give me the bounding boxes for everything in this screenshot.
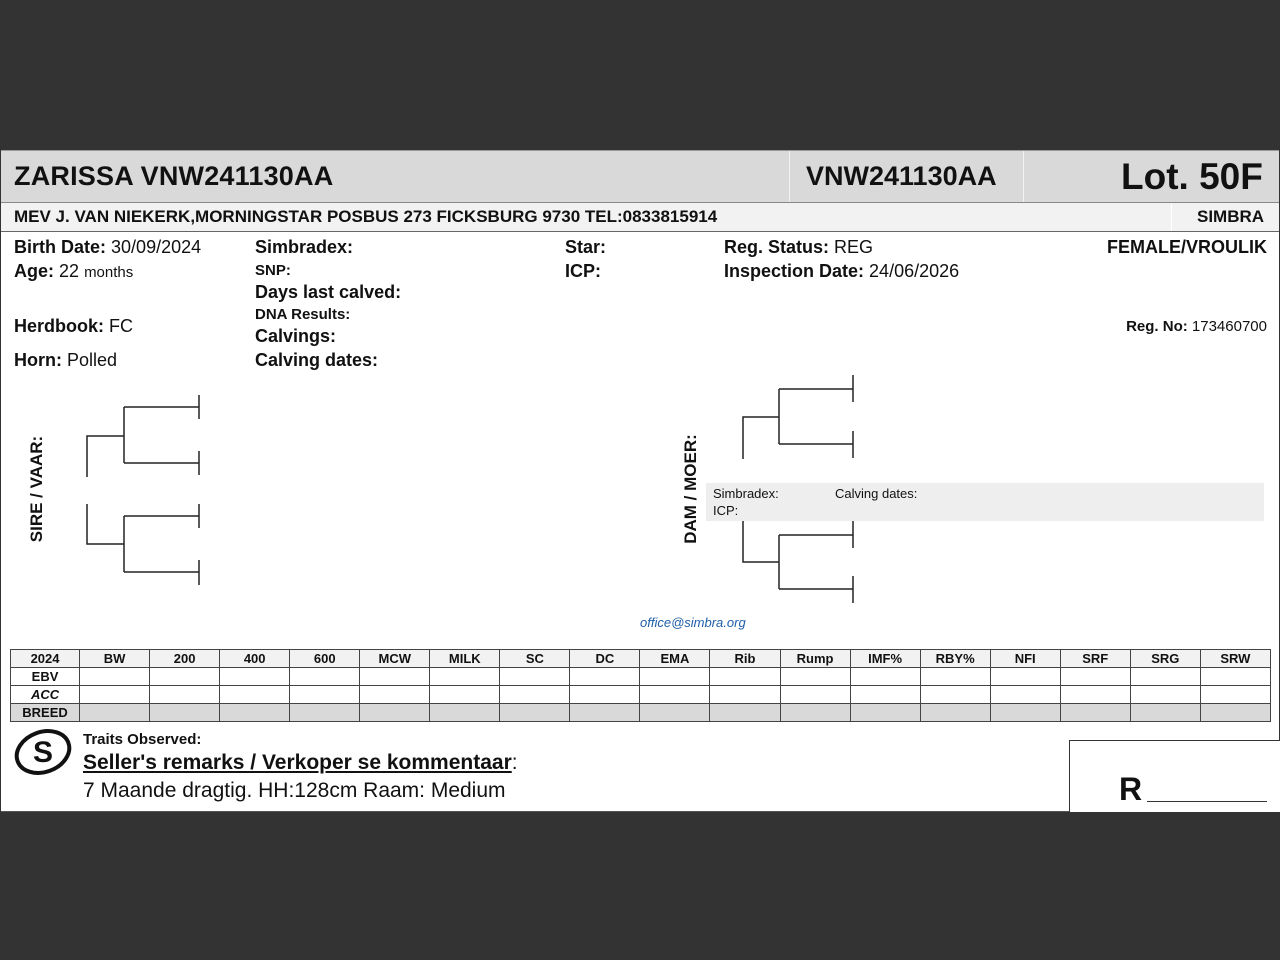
age <box>14 261 133 282</box>
ebv-row-label: EBV <box>11 668 80 686</box>
ebv-col-header: MCW <box>360 650 430 668</box>
ebv-col-header: EMA <box>640 650 710 668</box>
reg-no <box>1126 318 1267 335</box>
seller-remarks-colon: : <box>511 751 518 774</box>
ebv-row <box>11 668 1271 686</box>
svg-text:S: S <box>32 736 54 769</box>
inspection-date <box>724 261 959 282</box>
sex: FEMALE/VROULIK <box>1107 237 1267 257</box>
acc-row <box>11 686 1271 704</box>
ebv-col-header: MILK <box>430 650 500 668</box>
ebv-col-header: IMF% <box>850 650 920 668</box>
calving-dates-label: Calving dates: <box>255 350 379 370</box>
owner-line: MEV J. VAN NIEKERK,MORNINGSTAR POSBUS 273 FICKSBURG 9730 TEL:0833815914 <box>14 207 718 226</box>
ebv-col-header: 600 <box>290 650 360 668</box>
dam-label: DAM / MOER: <box>681 434 700 544</box>
herdbook <box>14 316 133 337</box>
herdbook-value: FC <box>109 316 134 336</box>
animal-code: VNW241130AA <box>806 161 997 191</box>
inspection-date-label: Inspection Date: <box>724 261 865 281</box>
breed-row <box>11 704 1271 722</box>
ebv-col-header: NFI <box>990 650 1060 668</box>
horn-label: Horn: <box>14 350 62 370</box>
ebv-col-header: SRF <box>1060 650 1130 668</box>
price-currency: R <box>1119 771 1143 807</box>
simbra-logo-icon <box>13 727 73 777</box>
ebv-col-header: 400 <box>220 650 290 668</box>
traits-observed-label: Traits Observed: <box>83 731 202 748</box>
age-value: 22 <box>59 261 80 281</box>
ebv-col-header: DC <box>570 650 640 668</box>
ebv-col-header: Rump <box>780 650 850 668</box>
reg-status-value: REG <box>834 237 874 257</box>
seller-remarks: 7 Maande dragtig. HH:128cm Raam: Medium <box>83 779 506 802</box>
breed: SIMBRA <box>1197 207 1265 226</box>
ebv-col-header: 200 <box>150 650 220 668</box>
email-link[interactable]: office@simbra.org <box>640 615 746 630</box>
sire-pedigree-tree <box>81 391 211 591</box>
age-unit: months <box>84 264 134 281</box>
animal-name: ZARISSA VNW241130AA <box>14 161 334 191</box>
seller-remarks-heading-text: Seller's remarks / Verkoper se kommentaar <box>83 751 512 774</box>
ebv-col-header: SRG <box>1130 650 1200 668</box>
icp-label: ICP: <box>565 261 601 281</box>
sire-label: SIRE / VAAR: <box>27 435 46 543</box>
reg-no-label: Reg. No: <box>1126 318 1188 335</box>
reg-status-label: Reg. Status: <box>724 237 830 257</box>
days-last-calved-label: Days last calved: <box>255 282 402 302</box>
calvings-label: Calvings: <box>255 326 337 346</box>
ebv-col-header: SRW <box>1200 650 1270 668</box>
star-label: Star: <box>565 237 607 257</box>
ebv-col-header: BW <box>80 650 150 668</box>
ebv-col-header: Rib <box>710 650 780 668</box>
dna-results-label: DNA Results: <box>255 306 351 323</box>
dam-info-box <box>706 483 1264 521</box>
acc-row-label: ACC <box>11 686 80 704</box>
seller-remarks-heading <box>83 751 518 775</box>
simbradex-label: Simbradex: <box>255 237 354 257</box>
owner-divider <box>1171 203 1172 231</box>
title-divider <box>1023 151 1024 202</box>
dam-simbradex-label: Simbradex: <box>713 486 779 501</box>
birth-date <box>14 237 201 258</box>
birth-date-label: Birth Date: <box>14 237 107 257</box>
lot-number: Lot. 50F <box>1121 156 1263 197</box>
ebv-col-header: 2024 <box>11 650 80 668</box>
ebv-col-header: RBY% <box>920 650 990 668</box>
title-divider <box>789 151 790 202</box>
snp-label: SNP: <box>255 262 291 279</box>
age-label: Age: <box>14 261 54 281</box>
lot-card <box>1 150 1279 812</box>
birth-date-value: 30/09/2024 <box>111 237 202 257</box>
ebv-table <box>10 649 1271 722</box>
inspection-date-value: 24/06/2026 <box>869 261 960 281</box>
reg-no-value: 173460700 <box>1191 318 1267 335</box>
breed-row-label: BREED <box>11 704 80 722</box>
herdbook-label: Herdbook: <box>14 316 104 336</box>
ebv-header-row <box>11 650 1271 668</box>
dam-icp-label: ICP: <box>713 503 739 518</box>
reg-status <box>724 237 873 258</box>
horn-value: Polled <box>67 350 118 370</box>
ebv-col-header: SC <box>500 650 570 668</box>
price-blank-line <box>1147 801 1267 802</box>
dam-calving-dates-label: Calving dates: <box>835 486 918 501</box>
horn <box>14 350 117 371</box>
